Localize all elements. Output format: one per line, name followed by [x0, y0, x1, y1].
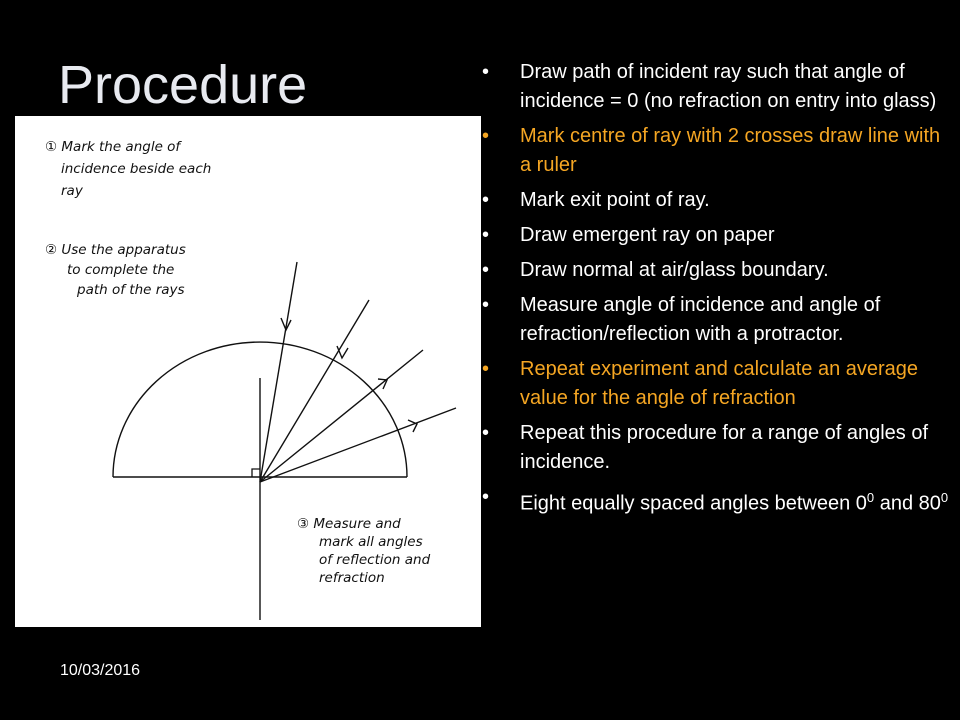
- bullet-symbol: •: [482, 125, 490, 147]
- bullet-item-highlight: [480, 122, 950, 180]
- slide-date: 10/03/2016: [60, 662, 141, 679]
- note3-line1: ③ Measure and: [297, 516, 401, 532]
- ray-4: [260, 408, 456, 482]
- bullet-text-part1: Eight equally spaced angles between 0: [520, 492, 867, 515]
- bullet-symbol: •: [482, 486, 490, 508]
- note2-line2: to complete the: [67, 262, 175, 278]
- ray-3: [260, 350, 423, 482]
- slide-title: Procedure: [58, 55, 308, 115]
- bullet-symbol: •: [482, 61, 490, 83]
- bullet-item: [480, 483, 950, 519]
- bullet-item: [480, 186, 950, 215]
- bullet-item: [480, 58, 950, 116]
- right-angle-marker: [252, 469, 260, 477]
- bullet-symbol: •: [482, 189, 490, 211]
- bullet-text: Draw normal at air/glass boundary.: [520, 259, 829, 281]
- bullet-text: Repeat experiment and calculate an average value for the angle of refraction: [520, 358, 919, 409]
- bullet-symbol: •: [482, 294, 490, 316]
- note3-line2: mark all angles: [319, 534, 423, 550]
- bullet-text: Draw emergent ray on paper: [520, 224, 775, 246]
- note1-line2: incidence beside each: [61, 161, 212, 177]
- arrow-ray-3: [378, 379, 387, 389]
- bullet-item: [480, 221, 950, 250]
- note2-line1: ② Use the apparatus: [45, 242, 186, 258]
- bullet-symbol: •: [482, 259, 490, 281]
- note1-line1: ① Mark the angle of: [45, 139, 181, 155]
- procedure-list: [480, 58, 950, 525]
- note-measure: [297, 516, 431, 586]
- note-use-apparatus: [45, 242, 186, 298]
- bullet-text: Measure angle of incidence and angle of refraction/reflection with a protractor.: [520, 294, 881, 345]
- bullet-item-highlight: [480, 355, 950, 413]
- note1-line3: ray: [61, 183, 83, 199]
- bullet-text: Repeat this procedure for a range of angles of incidence.: [520, 422, 929, 473]
- ray-2: [260, 300, 369, 482]
- bullet-text-part2: and 80: [874, 492, 941, 515]
- note3-line3: of reflection and: [319, 552, 431, 568]
- degree-superscript: 0: [866, 490, 875, 505]
- arrowheads: [281, 318, 417, 432]
- note3-line4: refraction: [319, 570, 385, 586]
- degree-superscript: 0: [940, 490, 949, 505]
- bullet-item: [480, 256, 950, 285]
- bullet-symbol: •: [482, 358, 490, 380]
- ray-1: [260, 262, 297, 482]
- ray-diagram: [15, 116, 481, 627]
- bullet-text: Mark centre of ray with 2 crosses draw line with a ruler: [520, 125, 941, 176]
- bullet-symbol: •: [482, 422, 490, 444]
- bullet-text: Mark exit point of ray.: [520, 189, 710, 211]
- bullet-text: Draw path of incident ray such that angle of incidence = 0 (no refraction on entry into glass): [520, 61, 937, 112]
- bullet-item: [480, 419, 950, 477]
- note2-line3: path of the rays: [77, 282, 185, 298]
- worksheet-image: [15, 116, 481, 627]
- bullet-symbol: •: [482, 224, 490, 246]
- bullet-item: [480, 291, 950, 349]
- note-mark-angle: [45, 139, 211, 199]
- rays: [260, 262, 456, 482]
